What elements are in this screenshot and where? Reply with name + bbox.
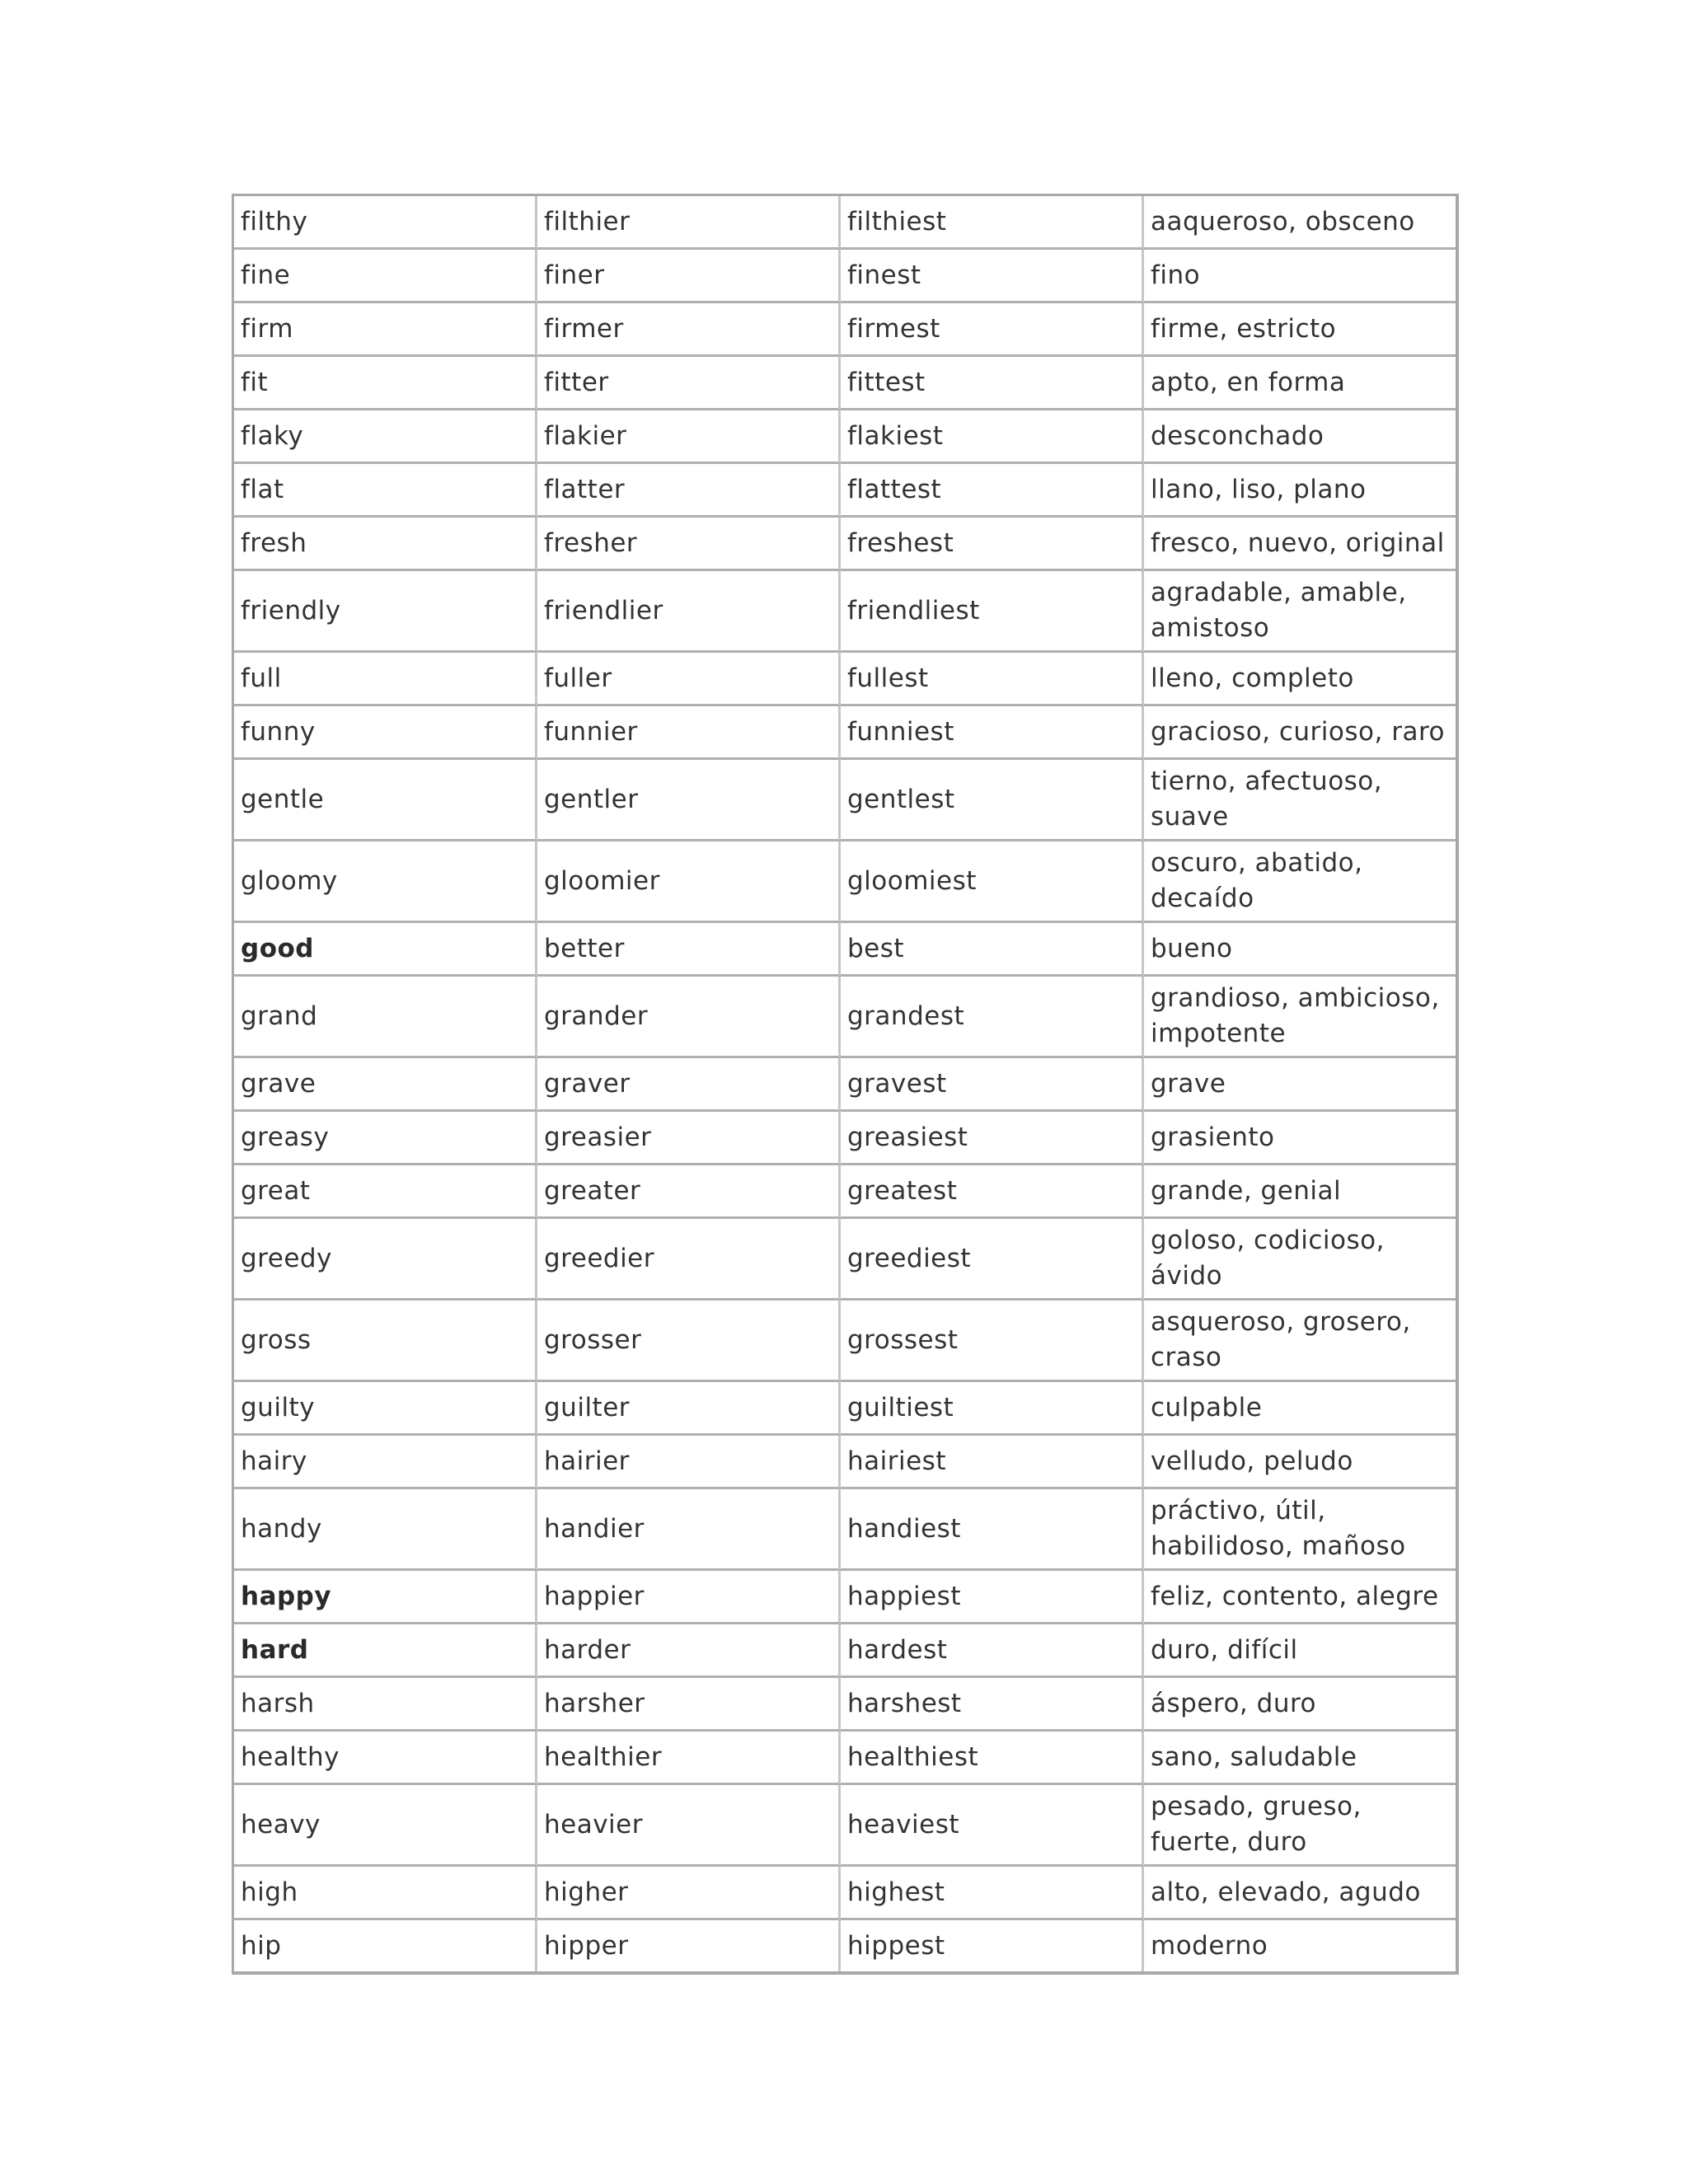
table-row [234, 518, 1456, 571]
superlative-cell: gloomiest [841, 841, 1144, 923]
table-row [234, 923, 1456, 977]
translation-cell: agradable, amable, amistoso [1144, 571, 1456, 653]
base-form-cell: firm [234, 303, 537, 357]
comparative-cell: higher [537, 1867, 841, 1920]
superlative-cell: friendliest [841, 571, 1144, 653]
table-row [234, 357, 1456, 410]
table-row [234, 1785, 1456, 1867]
adjective-comparison-table [232, 194, 1459, 1975]
comparative-cell: healthier [537, 1732, 841, 1785]
superlative-cell: healthiest [841, 1732, 1144, 1785]
translation-cell: goloso, codicioso, ávido [1144, 1219, 1456, 1301]
base-form-cell: friendly [234, 571, 537, 653]
superlative-cell: funniest [841, 706, 1144, 760]
base-form-cell: heavy [234, 1785, 537, 1867]
superlative-cell: heaviest [841, 1785, 1144, 1867]
translation-cell: tierno, afectuoso, suave [1144, 760, 1456, 841]
base-form-cell: hard [234, 1624, 537, 1678]
base-form-cell: full [234, 653, 537, 706]
comparative-cell: gloomier [537, 841, 841, 923]
comparative-cell: graver [537, 1058, 841, 1112]
translation-cell: fino [1144, 250, 1456, 303]
comparative-cell: grander [537, 977, 841, 1058]
table-row [234, 1678, 1456, 1732]
table-row [234, 1165, 1456, 1219]
comparative-cell: heavier [537, 1785, 841, 1867]
base-form-cell: filthy [234, 196, 537, 250]
superlative-cell: gentlest [841, 760, 1144, 841]
table-row [234, 1219, 1456, 1301]
comparative-cell: harder [537, 1624, 841, 1678]
base-form-cell: high [234, 1867, 537, 1920]
translation-cell: sano, saludable [1144, 1732, 1456, 1785]
superlative-cell: handiest [841, 1489, 1144, 1571]
base-form-cell: happy [234, 1571, 537, 1624]
table-row [234, 196, 1456, 250]
translation-cell: apto, en forma [1144, 357, 1456, 410]
base-form-cell: grave [234, 1058, 537, 1112]
table-row [234, 303, 1456, 357]
superlative-cell: greediest [841, 1219, 1144, 1301]
superlative-cell: highest [841, 1867, 1144, 1920]
translation-cell: llano, liso, plano [1144, 464, 1456, 518]
table-row [234, 1624, 1456, 1678]
translation-cell: oscuro, abatido, decaído [1144, 841, 1456, 923]
superlative-cell: freshest [841, 518, 1144, 571]
comparative-cell: fresher [537, 518, 841, 571]
table-row [234, 977, 1456, 1058]
comparative-cell: guilter [537, 1382, 841, 1436]
superlative-cell: hippest [841, 1920, 1144, 1971]
comparative-cell: firmer [537, 303, 841, 357]
superlative-cell: best [841, 923, 1144, 977]
superlative-cell: fittest [841, 357, 1144, 410]
table-row [234, 760, 1456, 841]
comparative-cell: greedier [537, 1219, 841, 1301]
superlative-cell: filthiest [841, 196, 1144, 250]
translation-cell: feliz, contento, alegre [1144, 1571, 1456, 1624]
table-row [234, 1112, 1456, 1165]
superlative-cell: fullest [841, 653, 1144, 706]
table-row [234, 250, 1456, 303]
translation-cell: bueno [1144, 923, 1456, 977]
base-form-cell: hairy [234, 1436, 537, 1489]
base-form-cell: grand [234, 977, 537, 1058]
base-form-cell: funny [234, 706, 537, 760]
table-row [234, 841, 1456, 923]
translation-cell: grande, genial [1144, 1165, 1456, 1219]
translation-cell: moderno [1151, 1930, 1268, 1961]
superlative-cell: finest [841, 250, 1144, 303]
table-row [234, 1058, 1456, 1112]
base-form-cell: fine [234, 250, 537, 303]
table-row [234, 571, 1456, 653]
comparative-cell: greater [537, 1165, 841, 1219]
comparative-cell: harsher [537, 1678, 841, 1732]
superlative-cell: grossest [841, 1301, 1144, 1382]
translation-cell: grandioso, ambicioso, impotente [1144, 977, 1456, 1058]
comparative-cell: friendlier [537, 571, 841, 653]
table-row [234, 1571, 1456, 1624]
translation-cell: asqueroso, grosero, craso [1144, 1301, 1456, 1382]
comparative-cell: handier [537, 1489, 841, 1571]
comparative-cell: flakier [537, 410, 841, 464]
table-row [234, 1301, 1456, 1382]
superlative-cell: happiest [841, 1571, 1144, 1624]
table-row [234, 1382, 1456, 1436]
comparative-cell: grosser [537, 1301, 841, 1382]
table-row [234, 410, 1456, 464]
translation-cell: grave [1144, 1058, 1456, 1112]
translation-cell: grasiento [1144, 1112, 1456, 1165]
base-form-cell: fit [234, 357, 537, 410]
table-row [234, 1489, 1456, 1571]
base-form-cell: flaky [234, 410, 537, 464]
base-form-cell: fresh [234, 518, 537, 571]
comparative-cell: hipper [537, 1920, 841, 1971]
translation-cell: gracioso, curioso, raro [1144, 706, 1456, 760]
comparative-cell: filthier [537, 196, 841, 250]
table-row [234, 1436, 1456, 1489]
comparative-cell: happier [537, 1571, 841, 1624]
translation-cell: alto, elevado, agudo [1144, 1867, 1456, 1920]
superlative-cell: greasiest [841, 1112, 1144, 1165]
translation-cell: lleno, completo [1144, 653, 1456, 706]
superlative-cell: grandest [841, 977, 1144, 1058]
table-row [234, 653, 1456, 706]
table-row [234, 1732, 1456, 1785]
comparative-cell: hairier [537, 1436, 841, 1489]
base-form-cell: greasy [234, 1112, 537, 1165]
table-row [234, 706, 1456, 760]
base-form-cell: healthy [234, 1732, 537, 1785]
translation-cell: aaqueroso, obsceno [1144, 196, 1456, 250]
table-body [234, 196, 1456, 1971]
comparative-cell: gentler [537, 760, 841, 841]
superlative-cell: hardest [841, 1624, 1144, 1678]
superlative-cell: flakiest [841, 410, 1144, 464]
superlative-cell: gravest [841, 1058, 1144, 1112]
comparative-cell: flatter [537, 464, 841, 518]
translation-cell: pesado, grueso, fuerte, duro [1144, 1785, 1456, 1867]
superlative-cell: flattest [841, 464, 1144, 518]
base-form-cell: flat [234, 464, 537, 518]
base-form-cell: gentle [234, 760, 537, 841]
comparative-cell: greasier [537, 1112, 841, 1165]
base-form-cell: great [234, 1165, 537, 1219]
translation-cell: culpable [1144, 1382, 1456, 1436]
translation-cell: desconchado [1144, 410, 1456, 464]
translation-cell: firme, estricto [1144, 303, 1456, 357]
base-form-cell: greedy [234, 1219, 537, 1301]
base-form-cell: gross [234, 1301, 537, 1382]
base-form-cell: handy [234, 1489, 537, 1571]
table-row [234, 1920, 1456, 1971]
superlative-cell: harshest [841, 1678, 1144, 1732]
translation-cell: fresco, nuevo, original [1144, 518, 1456, 571]
translation-cell: práctivo, útil, habilidoso, mañoso [1144, 1489, 1456, 1571]
translation-cell: áspero, duro [1144, 1678, 1456, 1732]
superlative-cell: guiltiest [841, 1382, 1144, 1436]
base-form-cell: guilty [234, 1382, 537, 1436]
comparative-cell: funnier [537, 706, 841, 760]
table-row [234, 464, 1456, 518]
superlative-cell: hairiest [841, 1436, 1144, 1489]
comparative-cell: finer [537, 250, 841, 303]
table-row [234, 1867, 1456, 1920]
superlative-cell: firmest [841, 303, 1144, 357]
translation-cell: duro, difícil [1144, 1624, 1456, 1678]
base-form-cell: gloomy [234, 841, 537, 923]
comparative-cell: fuller [537, 653, 841, 706]
base-form-cell: harsh [234, 1678, 537, 1732]
base-form-cell: good [234, 923, 537, 977]
translation-cell: velludo, peludo [1144, 1436, 1456, 1489]
base-form-cell: hip [234, 1920, 537, 1971]
superlative-cell: greatest [841, 1165, 1144, 1219]
comparative-cell: fitter [537, 357, 841, 410]
comparative-cell: better [537, 923, 841, 977]
